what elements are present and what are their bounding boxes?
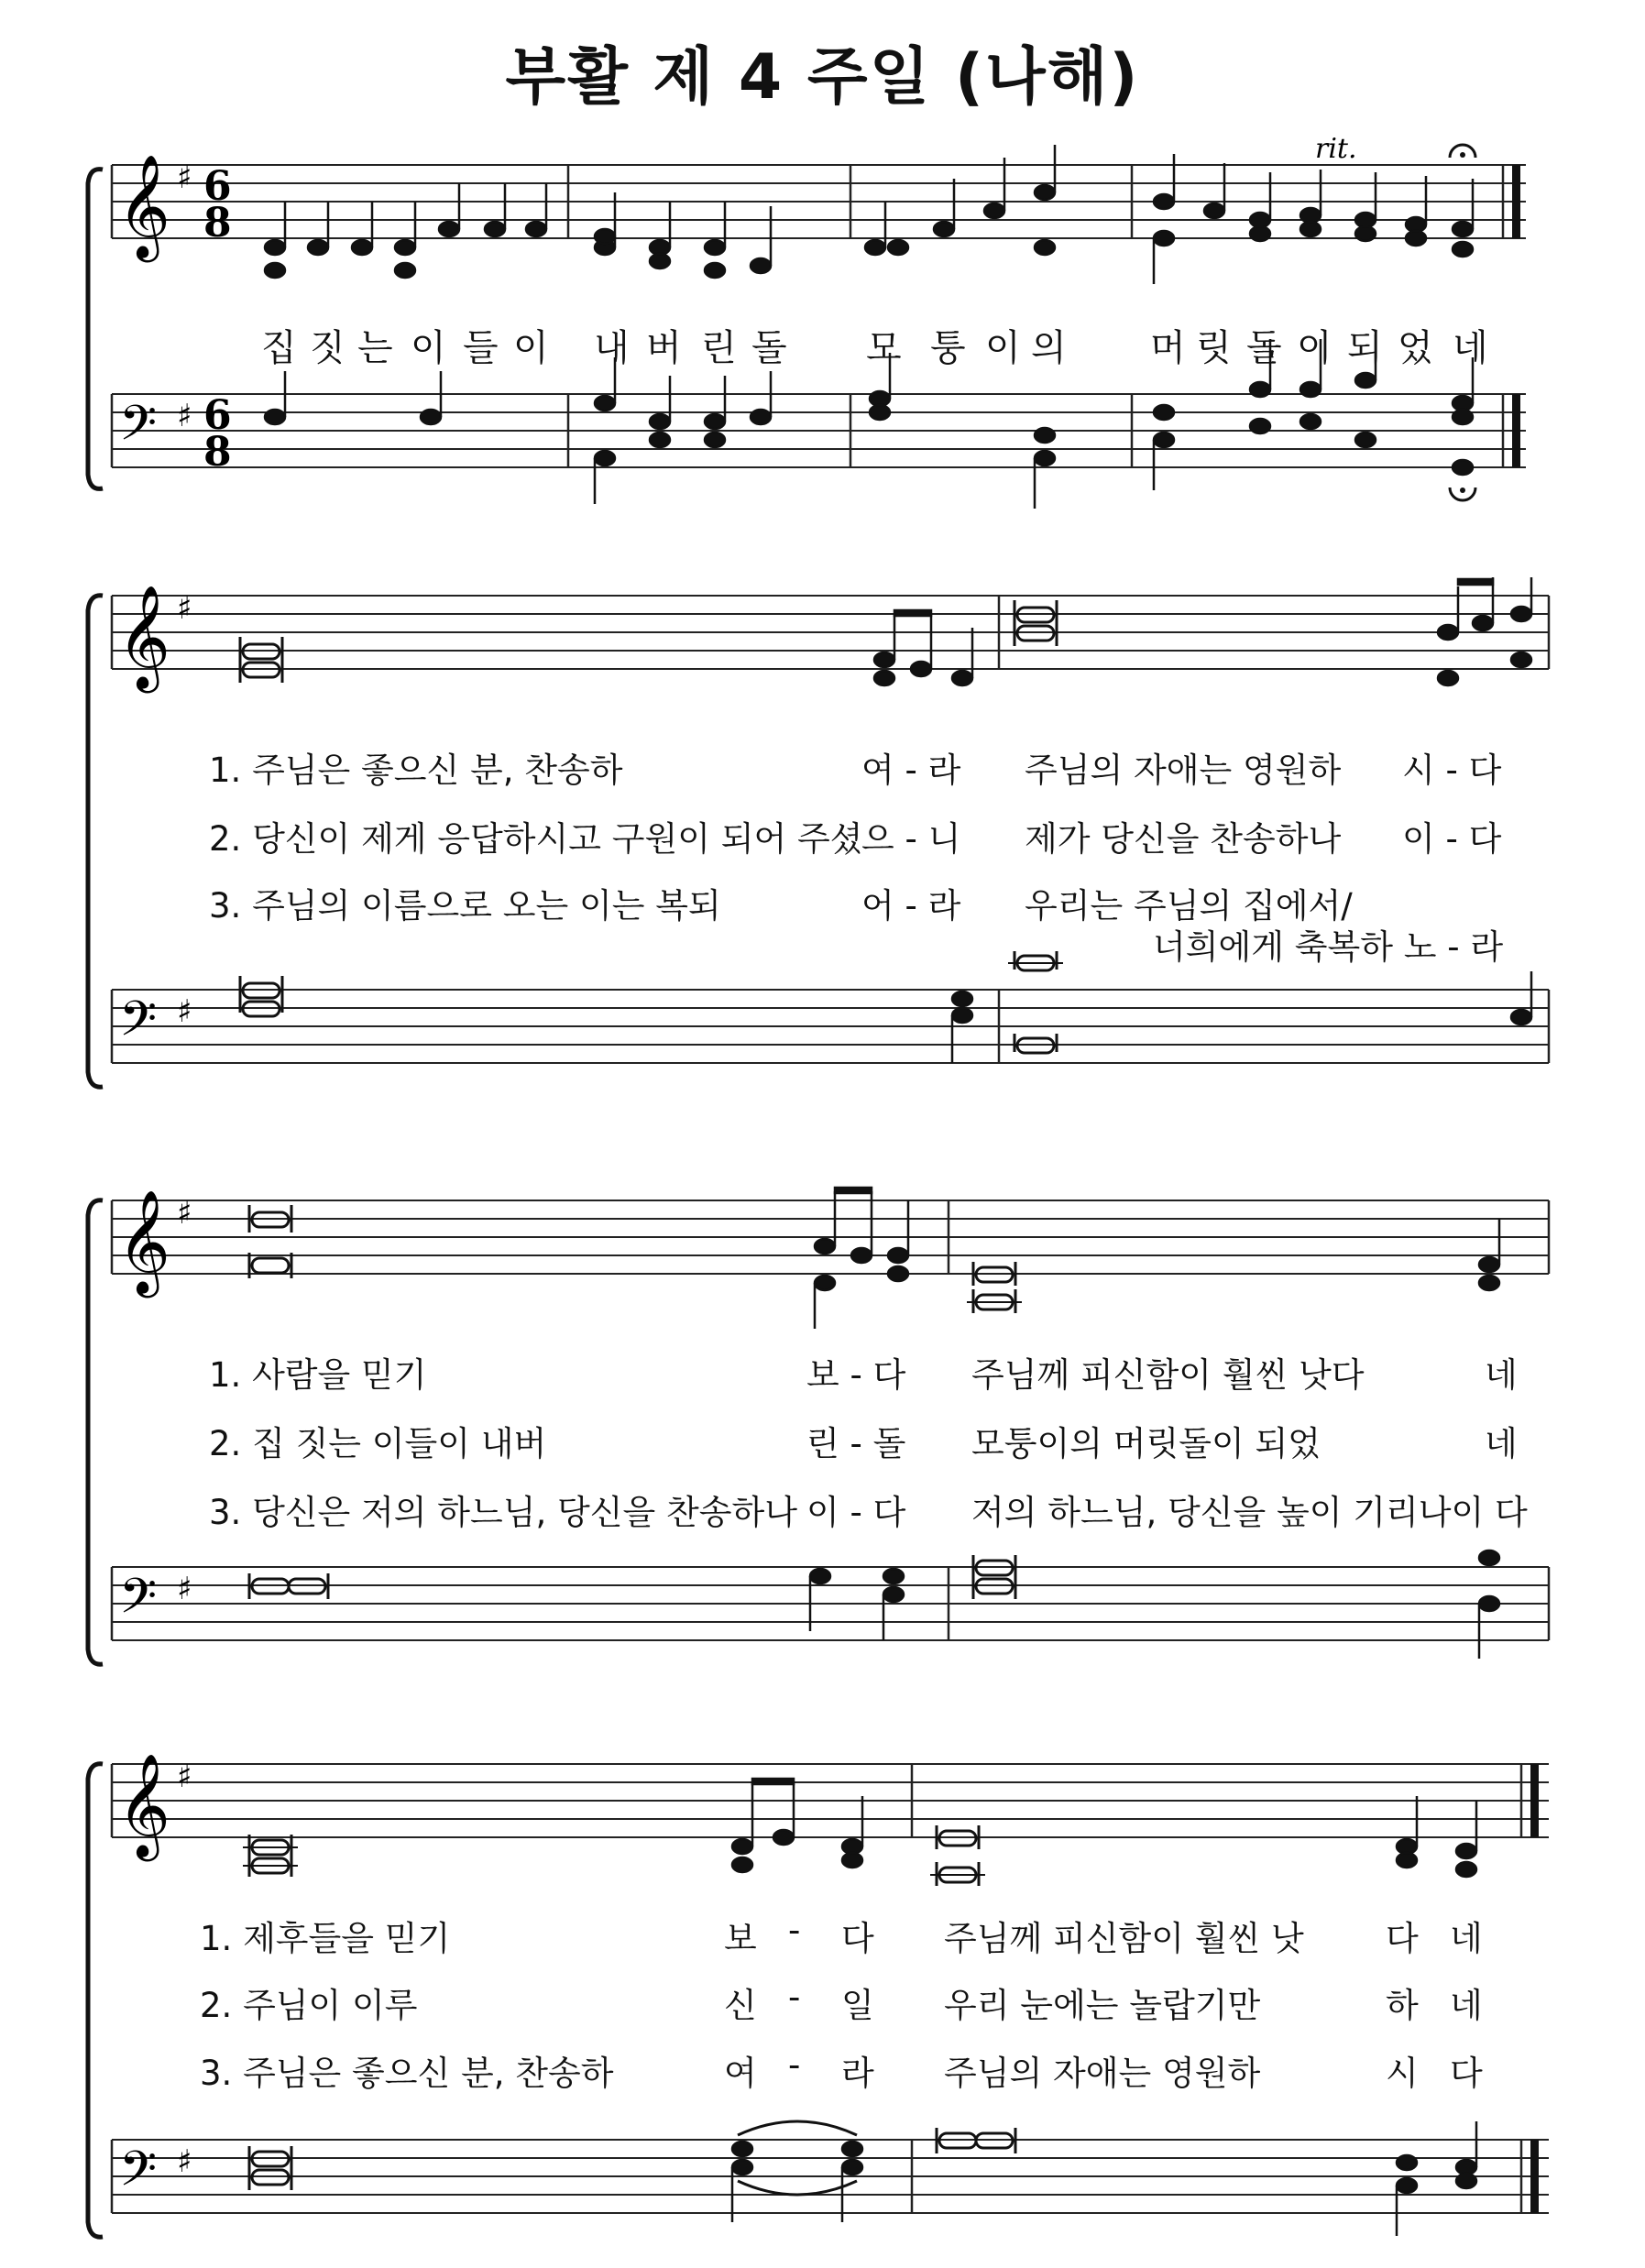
verse-line-d: 다: [1450, 2054, 1483, 2093]
verse-line-b: 어 - 라: [861, 886, 961, 926]
verse-line-d: 네: [1485, 1355, 1518, 1395]
verse-line-a: 2. 집 짓는 이들이 내버: [209, 1424, 547, 1463]
verse-line-c: 주님의 자애는 영원하: [1025, 751, 1342, 790]
treble-clef-icon: 𝄞: [117, 154, 170, 258]
lyric-syllable: 는: [357, 327, 393, 369]
verse-line-a: 3. 당신은 저의 하느님, 당신을 찬송하나: [209, 1493, 797, 1532]
tempo-mark: rit.: [1315, 137, 1357, 165]
lyric-syllable: 이: [411, 327, 446, 369]
verse-line-b: 보 - 다: [806, 1355, 906, 1395]
verse-line-d: 시 - 다: [1402, 751, 1502, 790]
key-sharp-icon: ♯: [177, 1571, 192, 1607]
verse-line-d: 시: [1386, 2054, 1419, 2093]
verse-line-a: 2. 당신이 제게 응답하시고 구원이 되어 주셨: [209, 819, 863, 859]
bass-clef-icon: 𝄢: [119, 992, 158, 1059]
bass-clef-icon: 𝄢: [119, 2142, 158, 2209]
verse-line-d: 너희에게 축복하 노 - 라: [1153, 927, 1504, 967]
verse-line-b: 이 - 다: [806, 1493, 906, 1532]
svg-text:8: 8: [203, 429, 232, 476]
lyric-syllable: 이: [1297, 327, 1332, 369]
verse-line-a: 2. 주님이 이루: [200, 1986, 418, 2025]
page-title: 부활 제 4 주일 (나해): [505, 41, 1140, 114]
verse-line-c: 저의 하느님, 당신을 높이 기리나이 다: [971, 1493, 1528, 1532]
verse-line-b: 일: [841, 1986, 874, 2025]
lyric-syllable: 들: [463, 327, 499, 369]
lyric-syllable: 었: [1398, 327, 1433, 369]
treble-clef-icon: 𝄞: [117, 1753, 170, 1857]
tie-icon: [738, 2121, 857, 2135]
bass-notes: [240, 951, 1063, 1053]
verse-line-d: 네: [1485, 1424, 1518, 1463]
verse-line-d: 네: [1450, 1919, 1483, 1958]
verse-line-b: 여: [724, 2054, 757, 2093]
verse-line-a: 1. 제후들을 믿기: [200, 1919, 451, 1958]
lyric-syllable: 이: [985, 327, 1021, 369]
lyric-syllable: 릿: [1196, 327, 1232, 369]
verse-line-c: 우리는 주님의 집에서/: [1025, 886, 1353, 926]
lyric-syllable: 린: [701, 327, 737, 369]
verse-line-a: 3. 주님은 좋으신 분, 찬송하: [200, 2054, 614, 2093]
lyric-syllable: 의: [1031, 327, 1067, 369]
verse-line-d: 이 - 다: [1402, 819, 1502, 859]
verse-line-b: -: [788, 1978, 801, 2017]
lyric-syllable: 네: [1453, 327, 1488, 369]
lyric-syllable: 모: [866, 327, 902, 369]
verse-line-d: 다: [1386, 1919, 1419, 1958]
lyric-syllable: 퉁: [930, 327, 966, 369]
verse-line-b: 신: [724, 1986, 757, 2025]
verse-line-d: 네: [1450, 1986, 1483, 2025]
lyric-syllable: 되: [1347, 327, 1383, 369]
lyric-syllable: 돌: [1246, 327, 1282, 369]
bass-clef-icon: 𝄢: [119, 396, 158, 464]
verse-line-b: -: [788, 2045, 801, 2085]
verse-line-b: 여 - 라: [861, 751, 961, 790]
verse-line-a: 3. 주님의 이름으로 오는 이는 복되: [209, 886, 721, 926]
key-sharp-icon: ♯: [177, 1195, 192, 1232]
verse-line-b: 보: [724, 1919, 757, 1958]
svg-text:6: 6: [203, 163, 232, 210]
key-sharp-icon: ♯: [177, 398, 192, 434]
tie-icon: [738, 2181, 857, 2195]
verse-line-a: 1. 사람을 믿기: [209, 1355, 427, 1395]
key-sharp-icon: ♯: [177, 590, 192, 627]
lyric-syllable: 돌: [751, 327, 787, 369]
verse-line-c: 주님의 자애는 영원하: [944, 2054, 1261, 2093]
key-sharp-icon: ♯: [177, 2143, 192, 2180]
verse-line-c: 우리 눈에는 놀랍기만: [944, 1986, 1261, 2025]
treble-clef-icon: 𝄞: [117, 585, 170, 689]
bass-clef-icon: 𝄢: [119, 1569, 158, 1637]
treble-notes: [240, 600, 1057, 683]
verse-line-c: 주님께 피신함이 훨씬 낫다: [971, 1355, 1365, 1395]
verse-line-c: 모퉁이의 머릿돌이 되었: [971, 1424, 1321, 1463]
verse-line-b: 린 - 돌: [806, 1424, 906, 1463]
svg-text:8: 8: [203, 200, 232, 247]
lyric-syllable: 버: [646, 327, 682, 369]
verse-line-a: 1. 주님은 좋으신 분, 찬송하: [209, 751, 623, 790]
key-sharp-icon: ♯: [177, 1759, 192, 1795]
lyric-syllable: 이: [513, 327, 549, 369]
key-sharp-icon: ♯: [177, 993, 192, 1030]
lyric-syllable: 집: [261, 327, 297, 369]
treble-notes: [243, 1825, 985, 1886]
treble-clef-icon: 𝄞: [117, 1189, 170, 1294]
verse-line-d: 하: [1386, 1986, 1419, 2025]
time-signature: [203, 163, 232, 476]
verse-line-c: 제가 당신을 찬송하나: [1025, 819, 1342, 859]
verse-line-b: 으 - 니: [861, 819, 961, 859]
lyric-syllable: 내: [594, 327, 630, 369]
verse-line-b: -: [788, 1911, 801, 1950]
verse-line-b: 다: [841, 1919, 874, 1958]
lyric-syllable: 짓: [310, 327, 345, 369]
key-sharp-icon: ♯: [177, 159, 192, 196]
svg-text:6: 6: [203, 392, 232, 439]
verse-line-c: 주님께 피신함이 훨씬 낫: [944, 1919, 1304, 1958]
verse-line-b: 라: [841, 2054, 874, 2093]
lyric-syllable: 머: [1150, 327, 1186, 369]
